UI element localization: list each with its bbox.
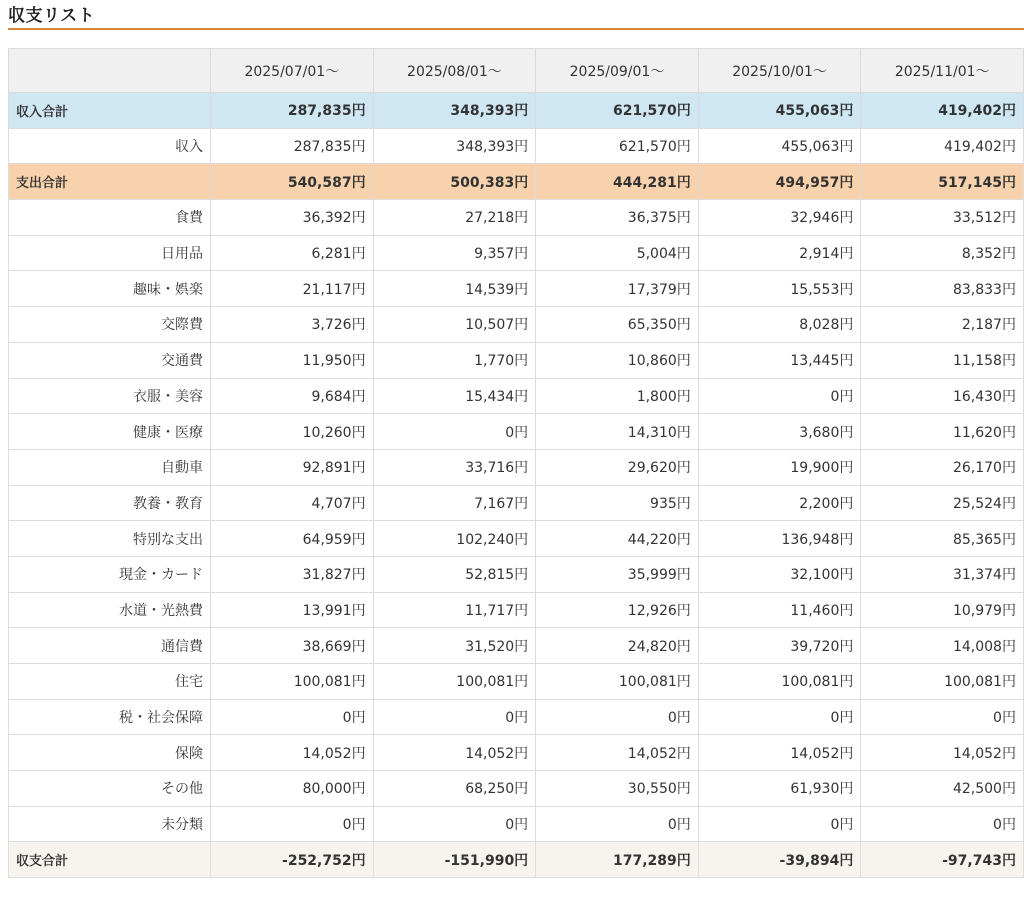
income-expense-table [8, 48, 1024, 878]
amount-cell: 68,250円 [373, 771, 536, 807]
row-label: 収入 [9, 128, 211, 164]
amount-cell: 5,004円 [536, 235, 699, 271]
table-row [9, 307, 1024, 343]
amount-cell: 444,281円 [536, 164, 699, 200]
row-label: 水道・光熱費 [9, 592, 211, 628]
table-row [9, 414, 1024, 450]
amount-cell: 32,946円 [698, 200, 861, 236]
row-label: 住宅 [9, 664, 211, 700]
row-label: 交際費 [9, 307, 211, 343]
amount-cell: 10,860円 [536, 342, 699, 378]
row-label: 食費 [9, 200, 211, 236]
table-row [9, 485, 1024, 521]
row-label: 衣服・美容 [9, 378, 211, 414]
amount-cell: 621,570円 [536, 93, 699, 129]
amount-cell: 2,914円 [698, 235, 861, 271]
amount-cell: 6,281円 [211, 235, 374, 271]
amount-cell: 14,539円 [373, 271, 536, 307]
amount-cell: 36,375円 [536, 200, 699, 236]
amount-cell: 419,402円 [861, 93, 1024, 129]
page-header [8, 0, 1024, 30]
amount-cell: 136,948円 [698, 521, 861, 557]
amount-cell: 494,957円 [698, 164, 861, 200]
balance-total-row [9, 842, 1024, 878]
amount-cell: 15,553円 [698, 271, 861, 307]
amount-cell: 0円 [861, 806, 1024, 842]
amount-cell: 621,570円 [536, 128, 699, 164]
amount-cell: 348,393円 [373, 93, 536, 129]
amount-cell: 3,726円 [211, 307, 374, 343]
row-label: 自動車 [9, 449, 211, 485]
amount-cell: 39,720円 [698, 628, 861, 664]
period-header: 2025/07/01〜 [211, 49, 374, 93]
amount-cell: 11,950円 [211, 342, 374, 378]
row-label: 教養・教育 [9, 485, 211, 521]
amount-cell: 0円 [698, 806, 861, 842]
income-total-row [9, 93, 1024, 129]
amount-cell: 287,835円 [211, 128, 374, 164]
period-header: 2025/11/01〜 [861, 49, 1024, 93]
amount-cell: 10,260円 [211, 414, 374, 450]
amount-cell: 100,081円 [861, 664, 1024, 700]
table-row [9, 342, 1024, 378]
amount-cell: -97,743円 [861, 842, 1024, 878]
amount-cell: 14,052円 [698, 735, 861, 771]
amount-cell: 540,587円 [211, 164, 374, 200]
amount-cell: 100,081円 [536, 664, 699, 700]
table-row [9, 592, 1024, 628]
row-label: 通信費 [9, 628, 211, 664]
table-row [9, 556, 1024, 592]
amount-cell: 25,524円 [861, 485, 1024, 521]
amount-cell: 14,052円 [536, 735, 699, 771]
amount-cell: 32,100円 [698, 556, 861, 592]
table-row [9, 664, 1024, 700]
amount-cell: 52,815円 [373, 556, 536, 592]
amount-cell: 2,200円 [698, 485, 861, 521]
row-label: 税・社会保障 [9, 699, 211, 735]
period-header: 2025/08/01〜 [373, 49, 536, 93]
amount-cell: 14,310円 [536, 414, 699, 450]
amount-cell: 11,158円 [861, 342, 1024, 378]
amount-cell: 8,028円 [698, 307, 861, 343]
table-header-row [9, 49, 1024, 93]
amount-cell: 12,926円 [536, 592, 699, 628]
amount-cell: 13,991円 [211, 592, 374, 628]
amount-cell: 31,827円 [211, 556, 374, 592]
row-label: 趣味・娯楽 [9, 271, 211, 307]
amount-cell: 33,512円 [861, 200, 1024, 236]
period-header: 2025/09/01〜 [536, 49, 699, 93]
amount-cell: -39,894円 [698, 842, 861, 878]
row-label: 収入合計 [9, 93, 211, 129]
amount-cell: 85,365円 [861, 521, 1024, 557]
amount-cell: 0円 [698, 378, 861, 414]
table-row [9, 735, 1024, 771]
row-label: 交通費 [9, 342, 211, 378]
amount-cell: 0円 [211, 806, 374, 842]
amount-cell: 517,145円 [861, 164, 1024, 200]
amount-cell: 14,052円 [373, 735, 536, 771]
amount-cell: 1,800円 [536, 378, 699, 414]
amount-cell: 0円 [373, 806, 536, 842]
amount-cell: 33,716円 [373, 449, 536, 485]
amount-cell: 15,434円 [373, 378, 536, 414]
amount-cell: 26,170円 [861, 449, 1024, 485]
amount-cell: 287,835円 [211, 93, 374, 129]
amount-cell: 11,717円 [373, 592, 536, 628]
amount-cell: 16,430円 [861, 378, 1024, 414]
amount-cell: 102,240円 [373, 521, 536, 557]
amount-cell: 10,507円 [373, 307, 536, 343]
table-row [9, 521, 1024, 557]
table-row [9, 771, 1024, 807]
amount-cell: 0円 [536, 699, 699, 735]
row-label: 健康・医療 [9, 414, 211, 450]
amount-cell: 21,117円 [211, 271, 374, 307]
amount-cell: 44,220円 [536, 521, 699, 557]
row-label: その他 [9, 771, 211, 807]
table-row [9, 449, 1024, 485]
amount-cell: 3,680円 [698, 414, 861, 450]
corner-header-cell [9, 49, 211, 93]
amount-cell: 30,550円 [536, 771, 699, 807]
amount-cell: 0円 [698, 699, 861, 735]
amount-cell: 14,052円 [211, 735, 374, 771]
amount-cell: 100,081円 [211, 664, 374, 700]
amount-cell: 29,620円 [536, 449, 699, 485]
row-label: 収支合計 [9, 842, 211, 878]
amount-cell: 419,402円 [861, 128, 1024, 164]
amount-cell: 31,520円 [373, 628, 536, 664]
amount-cell: 2,187円 [861, 307, 1024, 343]
amount-cell: 42,500円 [861, 771, 1024, 807]
amount-cell: 61,930円 [698, 771, 861, 807]
table-row [9, 271, 1024, 307]
table-row [9, 628, 1024, 664]
amount-cell: -252,752円 [211, 842, 374, 878]
amount-cell: 27,218円 [373, 200, 536, 236]
amount-cell: 13,445円 [698, 342, 861, 378]
amount-cell: 10,979円 [861, 592, 1024, 628]
amount-cell: 4,707円 [211, 485, 374, 521]
amount-cell: 177,289円 [536, 842, 699, 878]
table-body [9, 93, 1024, 878]
amount-cell: -151,990円 [373, 842, 536, 878]
amount-cell: 11,620円 [861, 414, 1024, 450]
amount-cell: 9,684円 [211, 378, 374, 414]
table-row [9, 128, 1024, 164]
amount-cell: 65,350円 [536, 307, 699, 343]
amount-cell: 36,392円 [211, 200, 374, 236]
amount-cell: 0円 [861, 699, 1024, 735]
amount-cell: 38,669円 [211, 628, 374, 664]
amount-cell: 14,008円 [861, 628, 1024, 664]
amount-cell: 31,374円 [861, 556, 1024, 592]
table-row [9, 806, 1024, 842]
amount-cell: 35,999円 [536, 556, 699, 592]
amount-cell: 14,052円 [861, 735, 1024, 771]
amount-cell: 0円 [536, 806, 699, 842]
amount-cell: 92,891円 [211, 449, 374, 485]
amount-cell: 11,460円 [698, 592, 861, 628]
amount-cell: 19,900円 [698, 449, 861, 485]
table-row [9, 699, 1024, 735]
table-row [9, 378, 1024, 414]
row-label: 保険 [9, 735, 211, 771]
amount-cell: 455,063円 [698, 128, 861, 164]
amount-cell: 9,357円 [373, 235, 536, 271]
amount-cell: 0円 [211, 699, 374, 735]
amount-cell: 24,820円 [536, 628, 699, 664]
amount-cell: 100,081円 [698, 664, 861, 700]
period-header: 2025/10/01〜 [698, 49, 861, 93]
row-label: 現金・カード [9, 556, 211, 592]
amount-cell: 80,000円 [211, 771, 374, 807]
page-title: 収支リスト [8, 6, 96, 26]
amount-cell: 348,393円 [373, 128, 536, 164]
amount-cell: 8,352円 [861, 235, 1024, 271]
amount-cell: 100,081円 [373, 664, 536, 700]
amount-cell: 0円 [373, 699, 536, 735]
row-label: 特別な支出 [9, 521, 211, 557]
amount-cell: 0円 [373, 414, 536, 450]
amount-cell: 83,833円 [861, 271, 1024, 307]
amount-cell: 7,167円 [373, 485, 536, 521]
amount-cell: 1,770円 [373, 342, 536, 378]
amount-cell: 500,383円 [373, 164, 536, 200]
row-label: 未分類 [9, 806, 211, 842]
amount-cell: 64,959円 [211, 521, 374, 557]
expense-total-row [9, 164, 1024, 200]
amount-cell: 455,063円 [698, 93, 861, 129]
table-row [9, 235, 1024, 271]
amount-cell: 17,379円 [536, 271, 699, 307]
amount-cell: 935円 [536, 485, 699, 521]
row-label: 日用品 [9, 235, 211, 271]
row-label: 支出合計 [9, 164, 211, 200]
table-row [9, 200, 1024, 236]
